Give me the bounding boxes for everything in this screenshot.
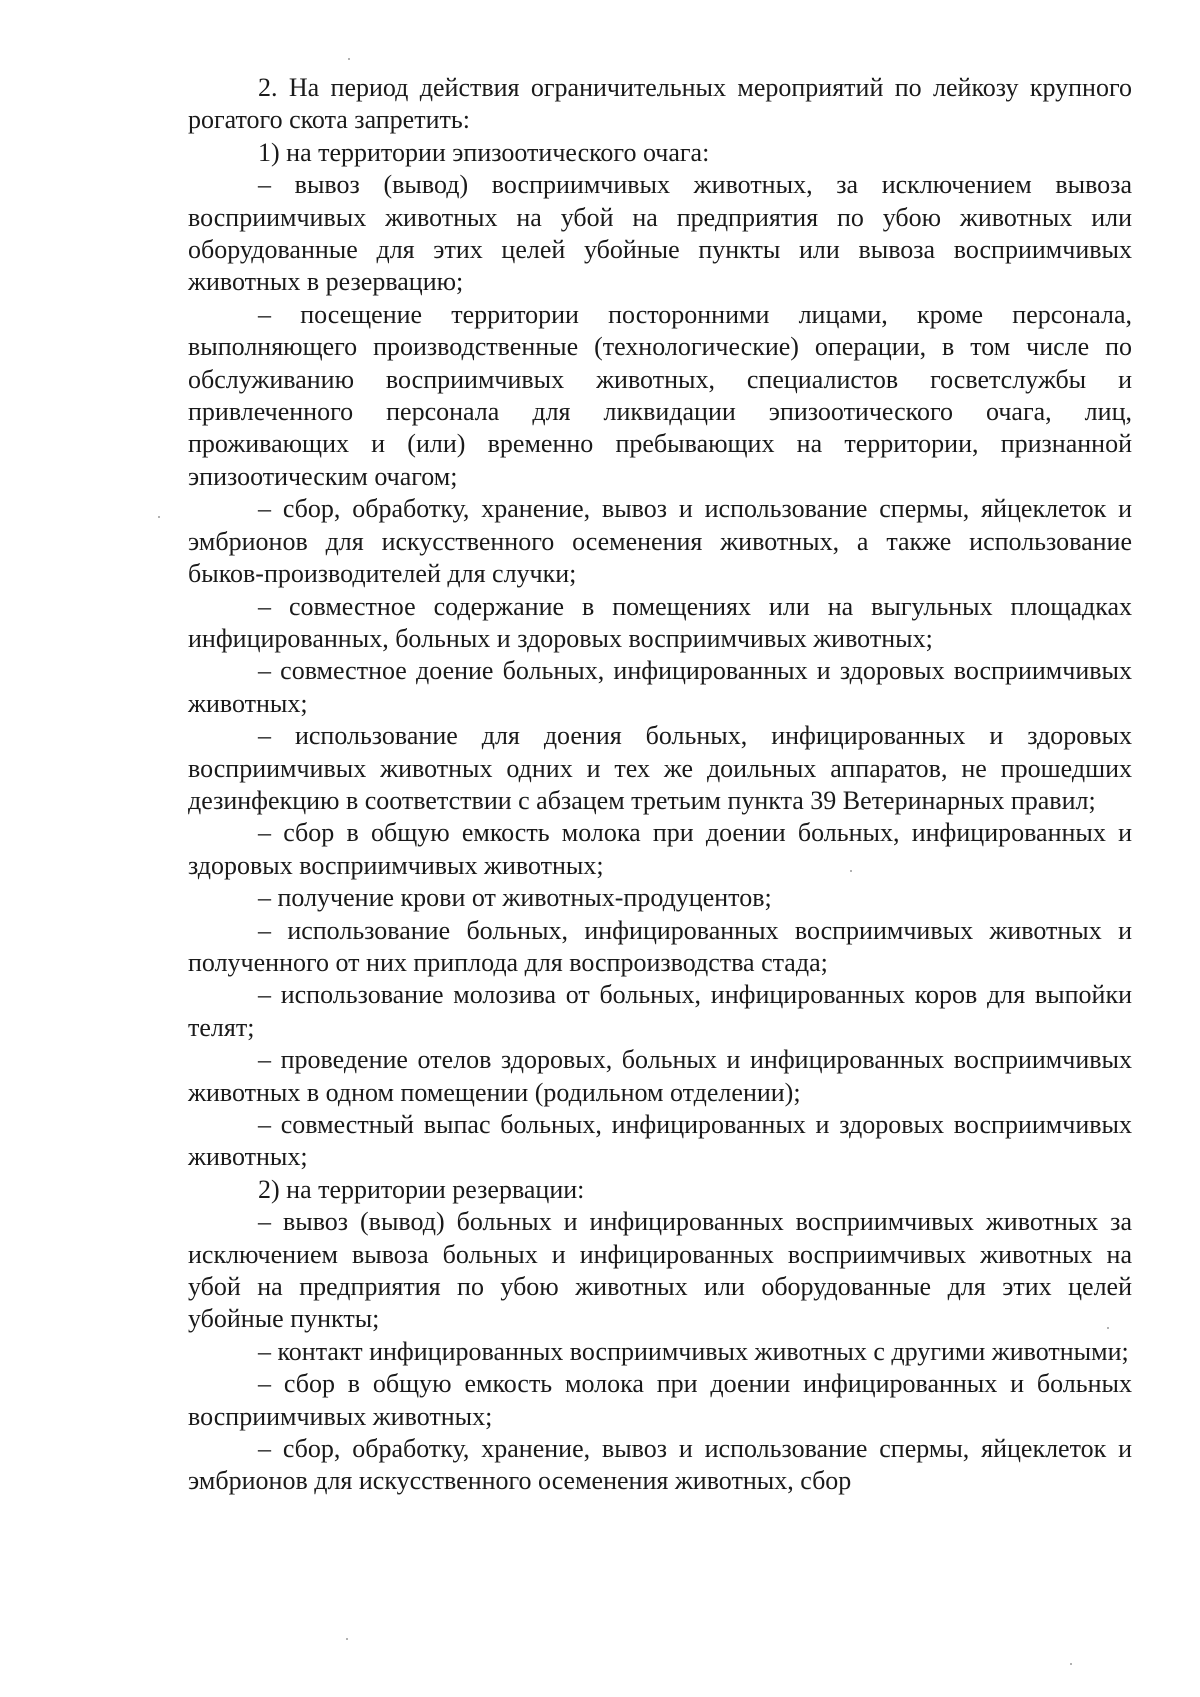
- document-body: [188, 72, 1132, 1498]
- paragraph: 1) на территории эпизоотического очага:: [258, 137, 710, 167]
- paragraph: – вывоз (вывод) больных и инфицированных восприимчивых животных за исключением вывоза больных и инфицированных восприимчивых животных на убой на предприятия по убою животных или оборудованные для этих целей убойные пункты;: [188, 1207, 1132, 1334]
- paragraph: 2. На период действия ограничительных мероприятий по лейкозу крупного рогатого скота запретить:: [188, 73, 1132, 135]
- scan-speck: [348, 58, 350, 60]
- paragraph: – вывоз (вывод) восприимчивых животных, за исключением вывоза восприимчивых животных на убой на предприятия по убою животных или оборудованные для этих целей убойные пункты или вывоза восприимчивых животных в резервацию;: [188, 170, 1132, 297]
- paragraph: – получение крови от животных-продуцентов;: [258, 883, 772, 913]
- scan-speck: [158, 516, 160, 518]
- paragraph: – сбор в общую емкость молока при доении инфицированных и больных восприимчивых животных;: [188, 1369, 1132, 1431]
- paragraph: – использование молозива от больных, инфицированных коров для выпойки телят;: [188, 980, 1132, 1042]
- paragraph: – совместное доение больных, инфицированных и здоровых восприимчивых животных;: [188, 656, 1132, 718]
- paragraph: – сбор, обработку, хранение, вывоз и использование спермы, яйцеклеток и эмбрионов для искусственного осеменения животных, а также использование быков-производителей для случки;: [188, 494, 1132, 589]
- paragraph: – сбор в общую емкость молока при доении больных, инфицированных и здоровых восприимчивых животных;: [188, 818, 1132, 880]
- paragraph: – использование для доения больных, инфицированных и здоровых восприимчивых животных одних и тех же доильных аппаратов, не прошедших дезинфекцию в соответствии с абзацем третьим пункта 39 Ветеринарных правил;: [188, 721, 1132, 815]
- scan-speck: [1070, 1663, 1072, 1665]
- paragraph: – совместный выпас больных, инфицированных и здоровых восприимчивых животных;: [188, 1110, 1132, 1172]
- scan-speck: [346, 1638, 348, 1640]
- paragraph: – проведение отелов здоровых, больных и инфицированных восприимчивых животных в одном помещении (родильном отделении);: [188, 1045, 1132, 1107]
- paragraph: – посещение территории посторонними лицами, кроме персонала, выполняющего производственные (технологические) операции, в том числе по обслуживанию восприимчивых животных, специалистов госветслужбы и привлеченного персонала для ликвидации эпизоотического очага, лиц, проживающих и (или) временно пребывающих на территории, признанной эпизоотическим очагом;: [188, 299, 1132, 491]
- paragraph: – совместное содержание в помещениях или на выгульных площадках инфицированных, больных и здоровых восприимчивых животных;: [188, 591, 1132, 653]
- paragraph: 2) на территории резервации:: [258, 1174, 585, 1204]
- paragraph: – сбор, обработку, хранение, вывоз и использование спермы, яйцеклеток и эмбрионов для искусственного осеменения животных, сбор: [188, 1434, 1132, 1496]
- paragraph: – контакт инфицированных восприимчивых животных с другими животными;: [258, 1336, 1129, 1366]
- paragraph: – использование больных, инфицированных восприимчивых животных и полученного от них приплода для воспроизводства стада;: [188, 915, 1132, 977]
